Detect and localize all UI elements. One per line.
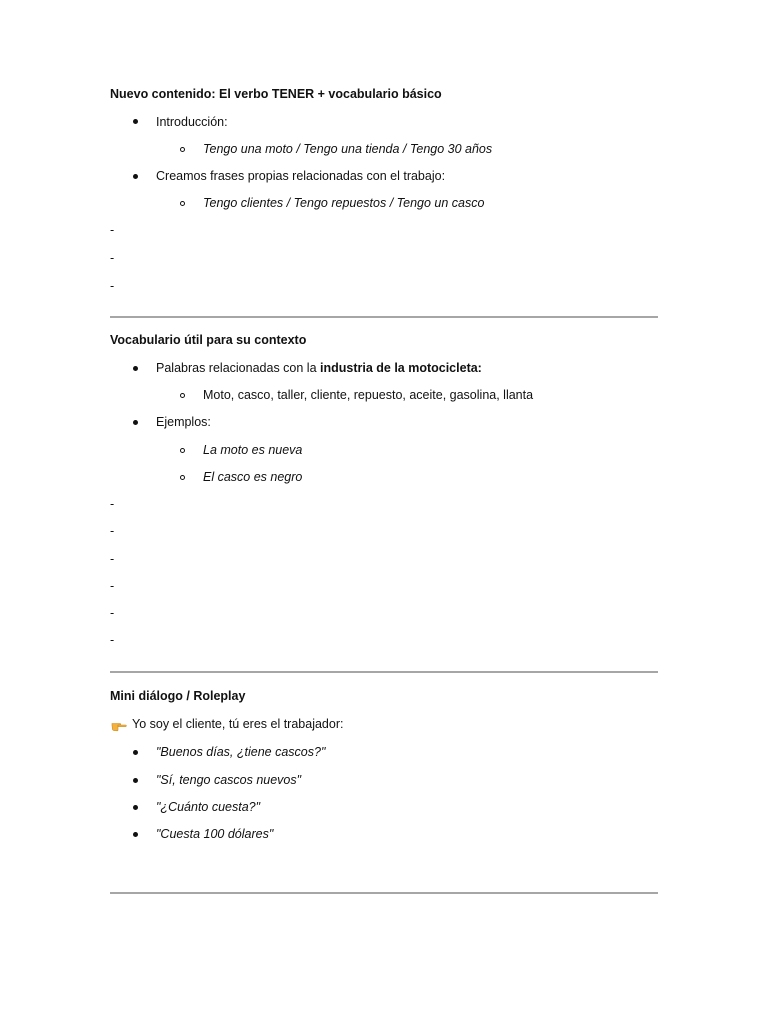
phrases-example: Tengo clientes / Tengo repuestos / Tengo un casco bbox=[203, 196, 485, 210]
words-label-bold: industria de la motocicleta: bbox=[320, 361, 482, 375]
bullet-dot bbox=[133, 805, 138, 810]
phrases-label: Creamos frases propias relacionadas con el trabajo: bbox=[156, 169, 446, 183]
dash-line: - bbox=[110, 633, 115, 647]
dash-line: - bbox=[110, 251, 115, 265]
horizontal-rule bbox=[110, 892, 658, 894]
bullet-dot bbox=[133, 778, 138, 783]
bullet-dot bbox=[133, 119, 138, 124]
dialog-line-1: "Buenos días, ¿tiene cascos?" bbox=[156, 745, 326, 759]
dash-line: - bbox=[110, 606, 115, 620]
dash-line: - bbox=[110, 279, 115, 293]
bullet-circle bbox=[180, 448, 185, 453]
bullet-circle bbox=[180, 201, 185, 206]
dash-line: - bbox=[110, 497, 115, 511]
bullet-dot bbox=[133, 174, 138, 179]
words-label-prefix: Palabras relacionadas con la bbox=[156, 361, 320, 375]
intro-label: Introducción: bbox=[156, 115, 228, 129]
dash-line: - bbox=[110, 223, 115, 237]
bullet-circle bbox=[180, 475, 185, 480]
example-1: La moto es nueva bbox=[203, 443, 303, 457]
dash-line: - bbox=[110, 552, 115, 566]
bullet-dot bbox=[133, 366, 138, 371]
pointing-hand-icon bbox=[111, 718, 127, 732]
words-label bbox=[156, 360, 482, 376]
roleplay-intro: Yo soy el cliente, tú eres el trabajador: bbox=[132, 717, 344, 731]
words-list: Moto, casco, taller, cliente, repuesto, aceite, gasolina, llanta bbox=[203, 388, 534, 402]
dialog-line-2: "Sí, tengo cascos nuevos" bbox=[156, 773, 302, 787]
section-3-title: Mini diálogo / Roleplay bbox=[110, 689, 246, 703]
horizontal-rule bbox=[110, 316, 658, 318]
dash-line: - bbox=[110, 524, 115, 538]
bullet-circle bbox=[180, 147, 185, 152]
dialog-line-3: "¿Cuánto cuesta?" bbox=[156, 800, 261, 814]
bullet-dot bbox=[133, 750, 138, 755]
examples-label: Ejemplos: bbox=[156, 415, 211, 429]
bullet-dot bbox=[133, 832, 138, 837]
bullet-dot bbox=[133, 420, 138, 425]
intro-example: Tengo una moto / Tengo una tienda / Tengo 30 años bbox=[203, 142, 493, 156]
section-2-title: Vocabulario útil para su contexto bbox=[110, 333, 307, 347]
horizontal-rule bbox=[110, 671, 658, 673]
example-2: El casco es negro bbox=[203, 470, 303, 484]
section-1-title: Nuevo contenido: El verbo TENER + vocabulario básico bbox=[110, 87, 442, 101]
dialog-line-4: "Cuesta 100 dólares" bbox=[156, 827, 274, 841]
bullet-circle bbox=[180, 393, 185, 398]
dash-line: - bbox=[110, 579, 115, 593]
